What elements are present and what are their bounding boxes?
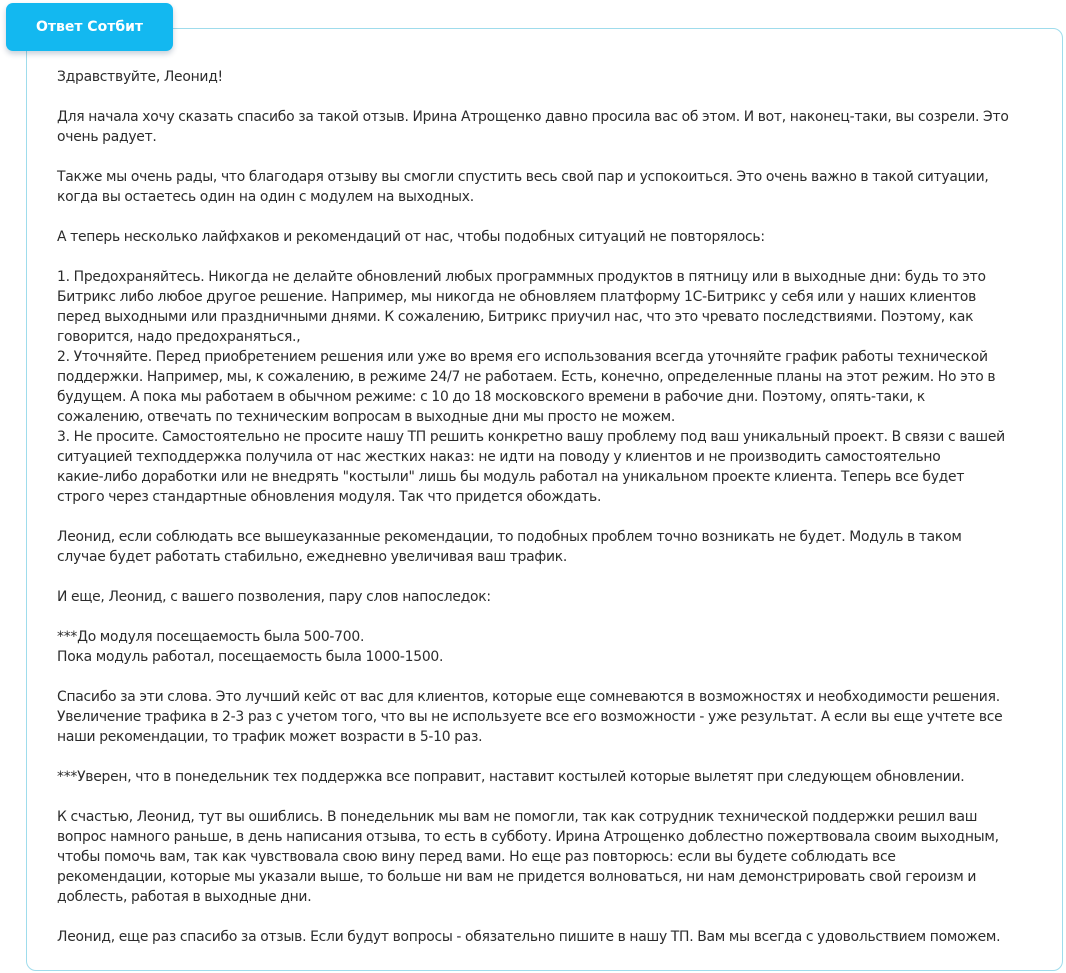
text-line: Также мы очень рады, что благодаря отзыву вы смогли спустить весь свой пар и успокоиться. Это очень важно в такой ситуации, [57,169,989,185]
text-line: 2. Уточняйте. Перед приобретением решения или уже во время его использования всегда уточняйте график работы технической [57,349,988,365]
text-line: Здравствуйте, Леонид! [57,69,223,85]
paragraph-quote-traffic [57,627,1042,667]
text-line: Леонид, если соблюдать все вышеуказанные рекомендации, то подобных проблем точно возникать не будет. Модуль в таком [57,529,962,545]
text-line: Пока модуль работал, посещаемость была 1000-1500. [57,649,444,665]
text-line: ***Уверен, что в понедельник тех поддержка все поправит, наставит костылей которые вылетят при следующем обновлении. [57,769,965,785]
text-line: перед выходными или праздничными днями. К сожалению, Битрикс приучил нас, что это чревато последствиями. Поэтому, как [57,309,974,325]
paragraph-afterword-intro [57,587,1042,607]
text-line: К счастью, Леонид, тут вы ошиблись. В понедельник мы вам не помогли, так как сотрудник технической поддержки решил ваш [57,809,978,825]
text-line: когда вы остаетесь один на один с модулем на выходных. [57,189,474,205]
paragraph-traffic-response [57,687,1042,747]
text-line: Для начала хочу сказать спасибо за такой отзыв. Ирина Атрощенко давно просила вас об этом. И вот, наконец-таки, вы созрели. Это [57,109,1009,125]
text-line: ***До модуля посещаемость была 500-700. [57,629,365,645]
text-line: говорится, надо предохраняться., [57,329,301,345]
text-line: Битрикс либо любое другое решение. Например, мы никогда не обновляем платформу 1С-Битрикс у себя или у наших клиентов [57,289,977,305]
paragraph-thanks [57,107,1042,147]
text-line: И еще, Леонид, с вашего позволения, пару слов напоследок: [57,589,491,605]
greeting [57,67,1042,87]
paragraph-quote-support [57,767,1042,787]
paragraph-lifehacks-intro [57,227,1042,247]
text-line: какие-либо доработки или не внедрять "костыли" лишь бы модуль работал на уникальном проекте клиента. Теперь все будет [57,469,965,485]
text-line: строго через стандартные обновления модуля. Так что придется обождать. [57,489,602,505]
text-line: А теперь несколько лайфхаков и рекомендаций от нас, чтобы подобных ситуаций не повторялось: [57,229,765,245]
text-line: 3. Не просите. Самостоятельно не просите нашу ТП решить конкретно вашу проблему под ваш уникальный проект. В связи с вашей [57,429,1005,445]
text-line: очень радует. [57,129,157,145]
text-line: рекомендации, которые мы указали выше, то больше ни вам не придется волноваться, ни нам демонстрировать свой героизм и [57,869,977,885]
reply-message [57,67,1042,967]
text-line: доблесть, работая в выходные дни. [57,889,312,905]
text-line: 1. Предохраняйтесь. Никогда не делайте обновлений любых программных продуктов в пятницу или в выходные дни: будь то это [57,269,986,285]
paragraph-recommendations-list [57,267,1042,507]
text-line: чтобы помочь вам, так как чувствовала свою вину перед вами. Но еще раз повторюсь: если вы будете соблюдать все [57,849,896,865]
paragraph-summary [57,527,1042,567]
text-line: Спасибо за эти слова. Это лучший кейс от вас для клиентов, которые еще сомневаются в возможностях и необходимости решения. [57,689,1000,705]
paragraph-closing [57,927,1042,947]
text-line: поддержки. Например, мы, к сожалению, в режиме 24/7 не работаем. Есть, конечно, определенные планы на этот режим. Но это в [57,369,996,385]
text-line: ситуацией техподдержка получила от нас жестких наказ: не идти на поводу у клиентов и не производить самостоятельно [57,449,941,465]
paragraph-relief [57,167,1042,207]
text-line: вопрос намного раньше, в день написания отзыва, то есть в субботу. Ирина Атрощенко доблестно пожертвовала своим выходным, [57,829,999,845]
text-line: случае будет работать стабильно, ежедневно увеличивая ваш трафик. [57,549,568,565]
text-line: Леонид, еще раз спасибо за отзыв. Если будут вопросы - обязательно пишите в нашу ТП. Вам мы всегда с удовольствием поможем. [57,929,1001,945]
text-line: Увеличение трафика в 2-3 раз с учетом того, что вы не используете все его возможности - уже результат. А если вы еще учтете все [57,709,1003,725]
reply-author-badge: Ответ Сотбит [6,3,173,51]
text-line: сожалению, отвечать по техническим вопросам в выходные дни мы просто не можем. [57,409,676,425]
text-line: наши рекомендации, то трафик может возрасти в 5-10 раз. [57,729,483,745]
text-line: будущем. А пока мы работаем в обычном режиме: с 10 до 18 московского времени в рабочие дни. Поэтому, опять-таки, к [57,389,925,405]
paragraph-support-response [57,807,1042,907]
